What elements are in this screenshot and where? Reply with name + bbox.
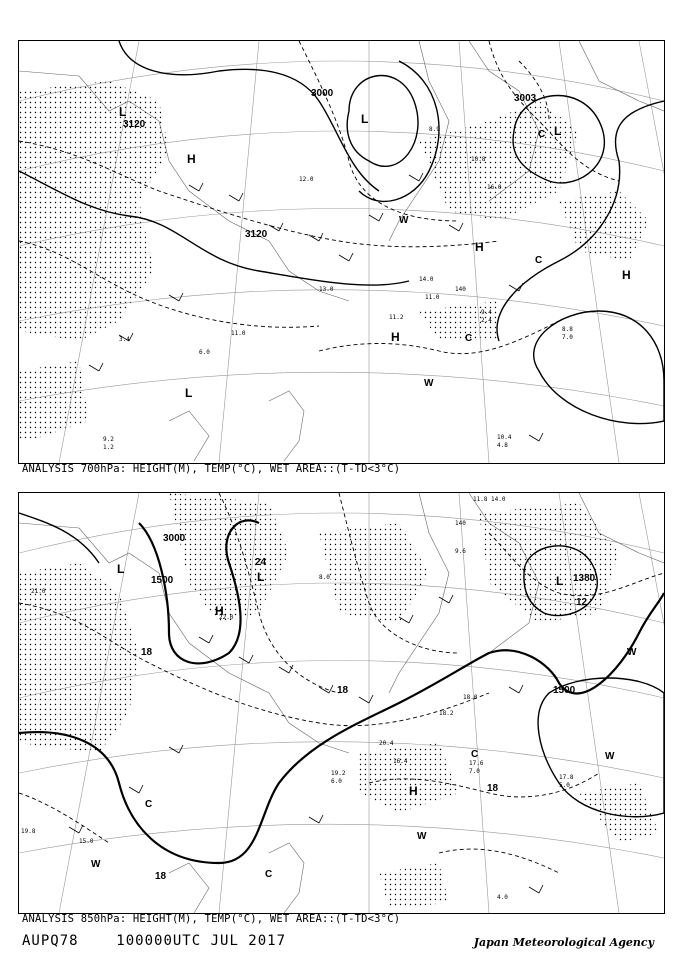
isotherm-warm-label: W [424,378,434,389]
station-value: 3.4 [119,336,130,343]
pressure-system-symbol: L [361,112,369,126]
station-value: 12.0 [299,176,314,183]
bulletin-header [22,933,286,949]
height-contour-label: 1500 [553,685,576,696]
pressure-system-symbol: L [185,386,193,400]
station-value: 5.0 [559,782,570,789]
station-value: 6.0 [331,778,342,785]
station-value: 10.4 [497,434,512,441]
height-contour-label: 3000 [163,533,186,544]
isotherm-warm-label: W [417,831,427,842]
pressure-system-symbol: H [475,240,484,254]
station-value: 11.0 [231,330,246,337]
pressure-system-symbol: L [119,105,127,119]
pressure-system-symbol: L [556,574,564,588]
grid-label-700: 140 [455,286,466,293]
station-value: 19.8 [21,828,36,835]
grid-label-850: 140 [455,520,466,527]
station-value: 13.0 [319,286,334,293]
map-700hpa [19,41,664,463]
pressure-system-symbol: L [257,570,265,584]
station-value: 8.0 [319,574,330,581]
station-value: 17.6 [469,760,484,767]
station-value: 19.2 [331,770,346,777]
station-value: 7.0 [562,334,573,341]
map-850hpa [19,493,664,913]
station-value: 9.6 [455,548,466,555]
panel-caption-850hpa: ANALYSIS 850hPa: HEIGHT(M), TEMP(°C), WET AREA::(T-TD<3°C) [22,913,401,925]
station-value: 11.8 [473,496,488,503]
wind-barbs [69,595,543,893]
pressure-system-symbol: H [622,268,631,282]
isotherm-cold-label: C [535,255,543,266]
station-value: 11.0 [425,294,440,301]
pressure-system-symbol: H [391,330,400,344]
station-value: 6.0 [199,349,210,356]
isotherm-label: 18 [487,783,499,794]
station-value: 8.9 [429,126,440,133]
station-value: 21.0 [31,588,46,595]
station-value: 20.4 [379,740,394,747]
height-contour-label: 3120 [123,119,146,130]
height-contour-label: 3003 [514,93,537,104]
bulletin-id: AUPQ78 [22,933,79,949]
wet-areas [19,493,659,908]
isotherm-warm-label: W [605,751,615,762]
height-contour-label: 1380 [573,573,596,584]
station-value: 16.4 [393,758,408,765]
height-contour-label: 1500 [151,575,174,586]
station-value: 8.8 [562,326,573,333]
isotherm-warm-label: W [627,647,637,658]
station-value: 14.0 [419,276,434,283]
station-value: 10.8 [471,156,486,163]
pressure-system-symbol: H [215,604,224,618]
station-value: 4.8 [497,442,508,449]
isotherm-label: 18 [155,871,167,882]
station-value: 16.0 [487,184,502,191]
station-value: 9.4 [481,309,492,316]
station-value: 18.0 [463,694,478,701]
isotherm-label: 24 [255,557,267,568]
station-value: 1.2 [103,444,114,451]
pressure-system-symbol: H [187,152,196,166]
pressure-system-symbol: L [117,562,125,576]
isotherm-cold-label: C [265,869,273,880]
agency-credit: Japan Meteorological Agency [473,936,654,949]
isotherm-cold-label: C [538,129,546,140]
isotherm-label: 12 [576,597,588,608]
isotherm-warm-label: W [399,215,409,226]
station-value: 4.0 [497,894,508,901]
isotherm-warm-label: W [91,859,101,870]
chart-panel-700hpa [18,40,665,464]
pressure-system-symbol: L [554,124,562,138]
height-contour-label: 3120 [245,229,268,240]
station-value: 18.2 [439,710,454,717]
station-value: 9.2 [103,436,114,443]
station-value: 2.4 [481,317,492,324]
isotherm-label: 18 [337,685,349,696]
station-value: 17.8 [559,774,574,781]
valid-time: 100000UTC JUL 2017 [116,933,287,949]
height-contour-label: 3000 [311,88,334,99]
isotherm-cold-label: C [145,799,153,810]
station-value: 11.2 [389,314,404,321]
station-value: 15.0 [79,838,94,845]
panel-caption-700hpa: ANALYSIS 700hPa: HEIGHT(M), TEMP(°C), WET AREA::(T-TD<3°C) [22,463,401,475]
chart-panel-850hpa [18,492,665,914]
station-value: 7.0 [469,768,480,775]
isotherm-label: 18 [141,647,153,658]
isotherm-cold-label: C [465,333,473,344]
station-value: 22.0 [219,614,234,621]
isotherm-cold-label: C [471,749,479,760]
station-value: 14.0 [491,496,506,503]
pressure-system-symbol: H [409,784,418,798]
